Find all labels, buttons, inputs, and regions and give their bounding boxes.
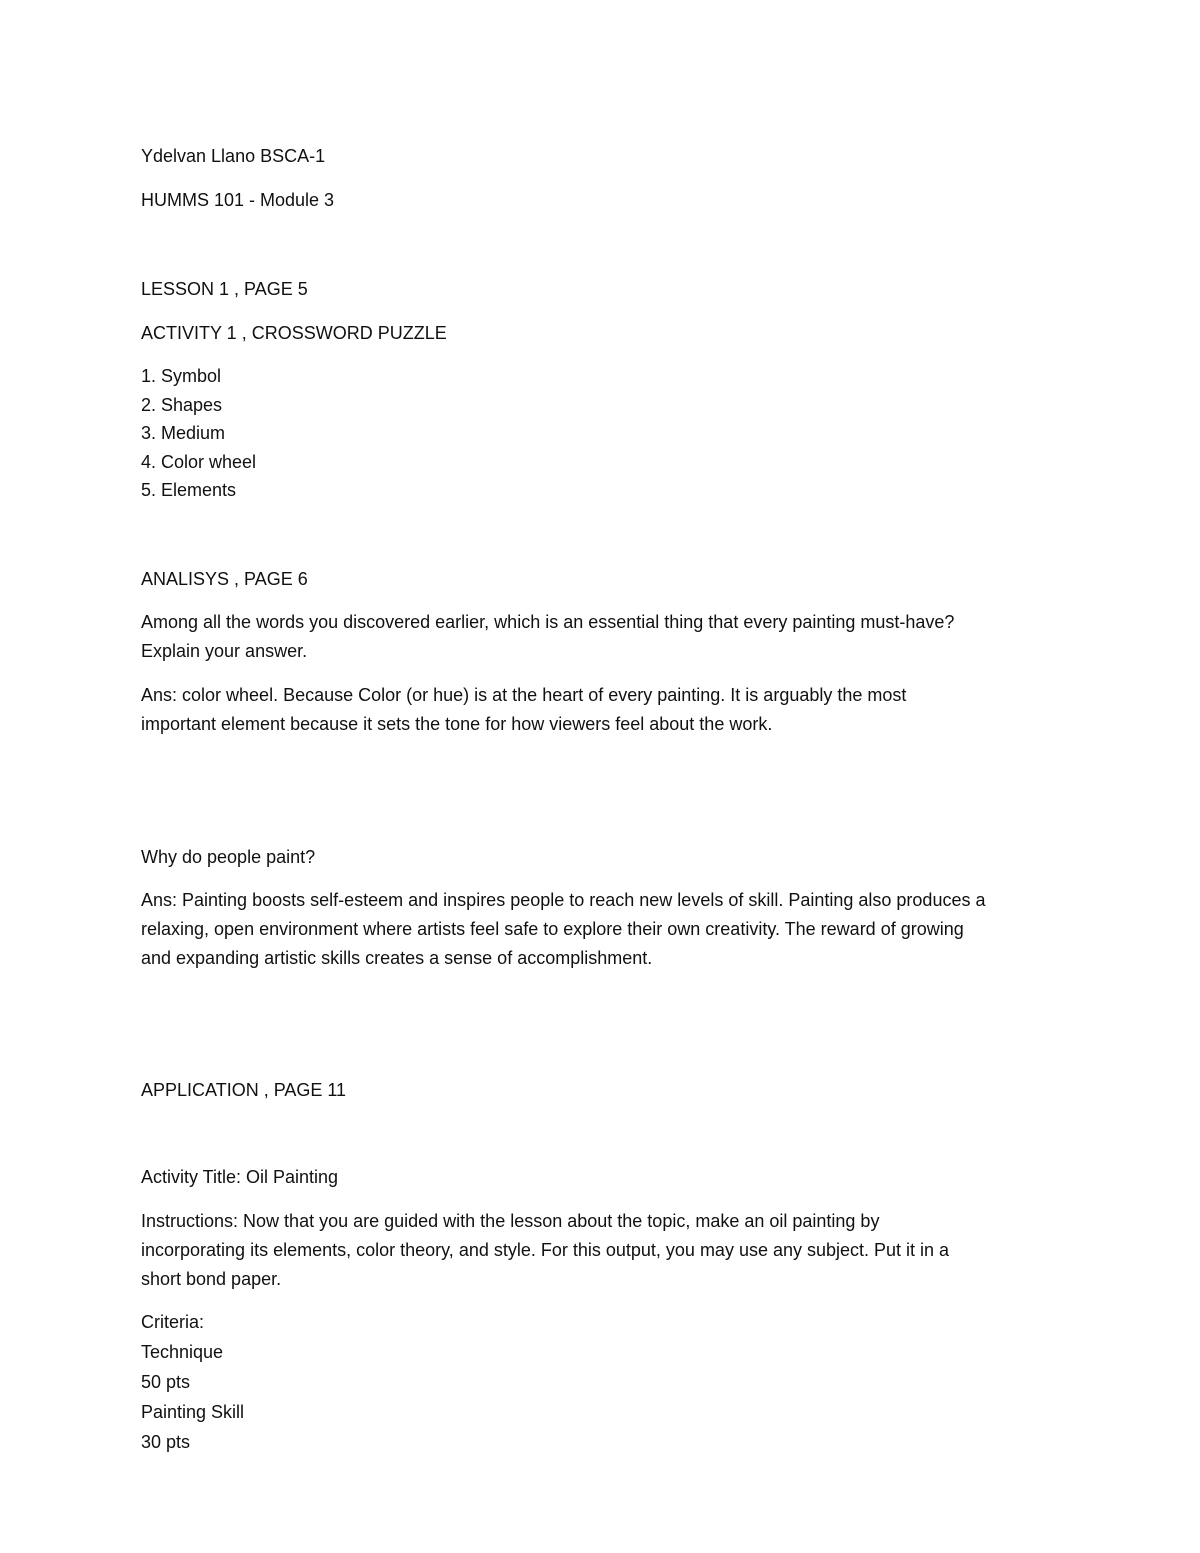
crossword-answer-list bbox=[141, 362, 1071, 505]
student-name: Ydelvan Llano BSCA-1 bbox=[141, 146, 326, 166]
list-item: 5. Elements bbox=[141, 480, 237, 500]
question-why-paint: Why do people paint? bbox=[141, 847, 316, 867]
criteria-points: 30 pts bbox=[141, 1432, 191, 1452]
criteria-label: Criteria: bbox=[141, 1312, 205, 1332]
why-paint-answer bbox=[141, 886, 1071, 973]
course-title: HUMMS 101 - Module 3 bbox=[141, 190, 335, 210]
lesson-heading: LESSON 1 , PAGE 5 bbox=[141, 279, 308, 299]
list-item: 4. Color wheel bbox=[141, 451, 257, 472]
criteria-name: Technique bbox=[141, 1342, 224, 1362]
list-item: 1. Symbol bbox=[141, 366, 222, 386]
criteria-row bbox=[141, 1397, 1071, 1457]
answer-line: relaxing, open environment where artists feel safe to explore their own creativity. The reward of growing bbox=[141, 919, 964, 939]
question-line: Among all the words you discovered earlier, which is an essential thing that every painting must-have? bbox=[141, 612, 955, 632]
application-heading: APPLICATION , PAGE 11 bbox=[141, 1080, 347, 1100]
analysis-question bbox=[141, 608, 1071, 666]
activity-heading: ACTIVITY 1 , CROSSWORD PUZZLE bbox=[141, 323, 447, 343]
analysis-answer bbox=[141, 681, 1071, 739]
analysis-heading: ANALISYS , PAGE 6 bbox=[141, 569, 308, 589]
criteria-row bbox=[141, 1337, 1071, 1397]
answer-line: and expanding artistic skills creates a sense of accomplishment. bbox=[141, 948, 653, 968]
instruction-line: Instructions: Now that you are guided with the lesson about the topic, make an oil painting by bbox=[141, 1211, 880, 1231]
instruction-line: incorporating its elements, color theory, and style. For this output, you may use any subject. Put it in a bbox=[141, 1240, 950, 1260]
criteria-block bbox=[141, 1307, 1071, 1457]
instructions bbox=[141, 1207, 1071, 1294]
question-line: Explain your answer. bbox=[141, 641, 308, 661]
list-item: 2. Shapes bbox=[141, 394, 223, 415]
activity-title: Activity Title: Oil Painting bbox=[141, 1167, 339, 1187]
instruction-line: short bond paper. bbox=[141, 1269, 282, 1289]
answer-line: Ans: Painting boosts self-esteem and inspires people to reach new levels of skill. Painting also produces a bbox=[141, 890, 986, 910]
answer-line: important element because it sets the tone for how viewers feel about the work. bbox=[141, 714, 773, 734]
answer-line: Ans: color wheel. Because Color (or hue) is at the heart of every painting. It is arguably the most bbox=[141, 685, 907, 705]
list-item: 3. Medium bbox=[141, 423, 226, 443]
criteria-points: 50 pts bbox=[141, 1372, 191, 1392]
criteria-name: Painting Skill bbox=[141, 1402, 245, 1422]
